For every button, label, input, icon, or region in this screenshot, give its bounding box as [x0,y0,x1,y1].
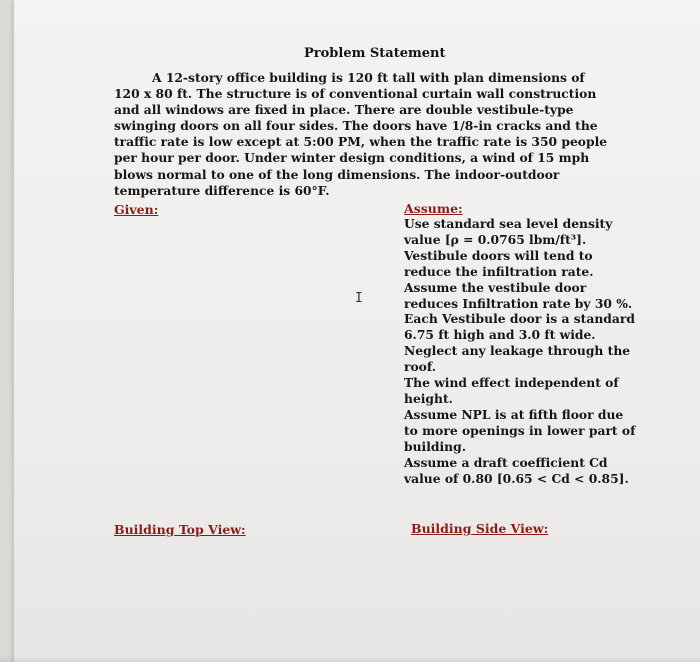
assumption-item: Use standard sea level density value [ρ = 0.0765 lbm/ft³]. [404,216,613,247]
building-side-view-heading: Building Side View: [411,521,549,536]
assumption-item: Vestibule doors will tend to reduce the infiltration rate. [404,247,594,279]
assumption-item: Assume a draft coefficient Cd value of 0.80 [0.65 < Cd < 0.85]. [404,454,629,486]
assumption-item: Assume the vestibule door reduces Infiltration rate by 30 %. [404,279,633,311]
assumption-item: Each Vestibule door is a standard 6.75 ft high and 3.0 ft wide. [404,311,635,343]
building-top-view-heading: Building Top View: [114,522,246,537]
assumption-item: Neglect any leakage through the roof. [404,343,631,375]
page-bottom-shadow [0,656,700,662]
assumption-item: The wind effect independent of height. [404,375,619,406]
assume-heading: Assume: [404,201,463,216]
text-cursor-icon: I [355,291,363,306]
assumption-item: Assume NPL is at fifth floor due to more openings in lower part of building. [404,406,636,454]
given-heading: Given: [114,202,159,217]
assumptions-list [404,216,640,486]
problem-intro-paragraph: A 12-story office building is 120 ft tall with plan dimensions of 120 x 80 ft. The structure is of conventional curtain wall construction and all windows are fixed in place. There are double vestibule-type swinging doors on all four sides. The doors have 1/8-in cracks and the traffic rate is low except at 5:00 PM, when the traffic rate is 350 people per hour per door. Under winter design conditions, a wind of 15 mph blows normal to one of the long dimensions. The indoor-outdoor temperature difference is 60°F. [114,70,608,198]
document-title: Problem Statement [304,46,446,61]
